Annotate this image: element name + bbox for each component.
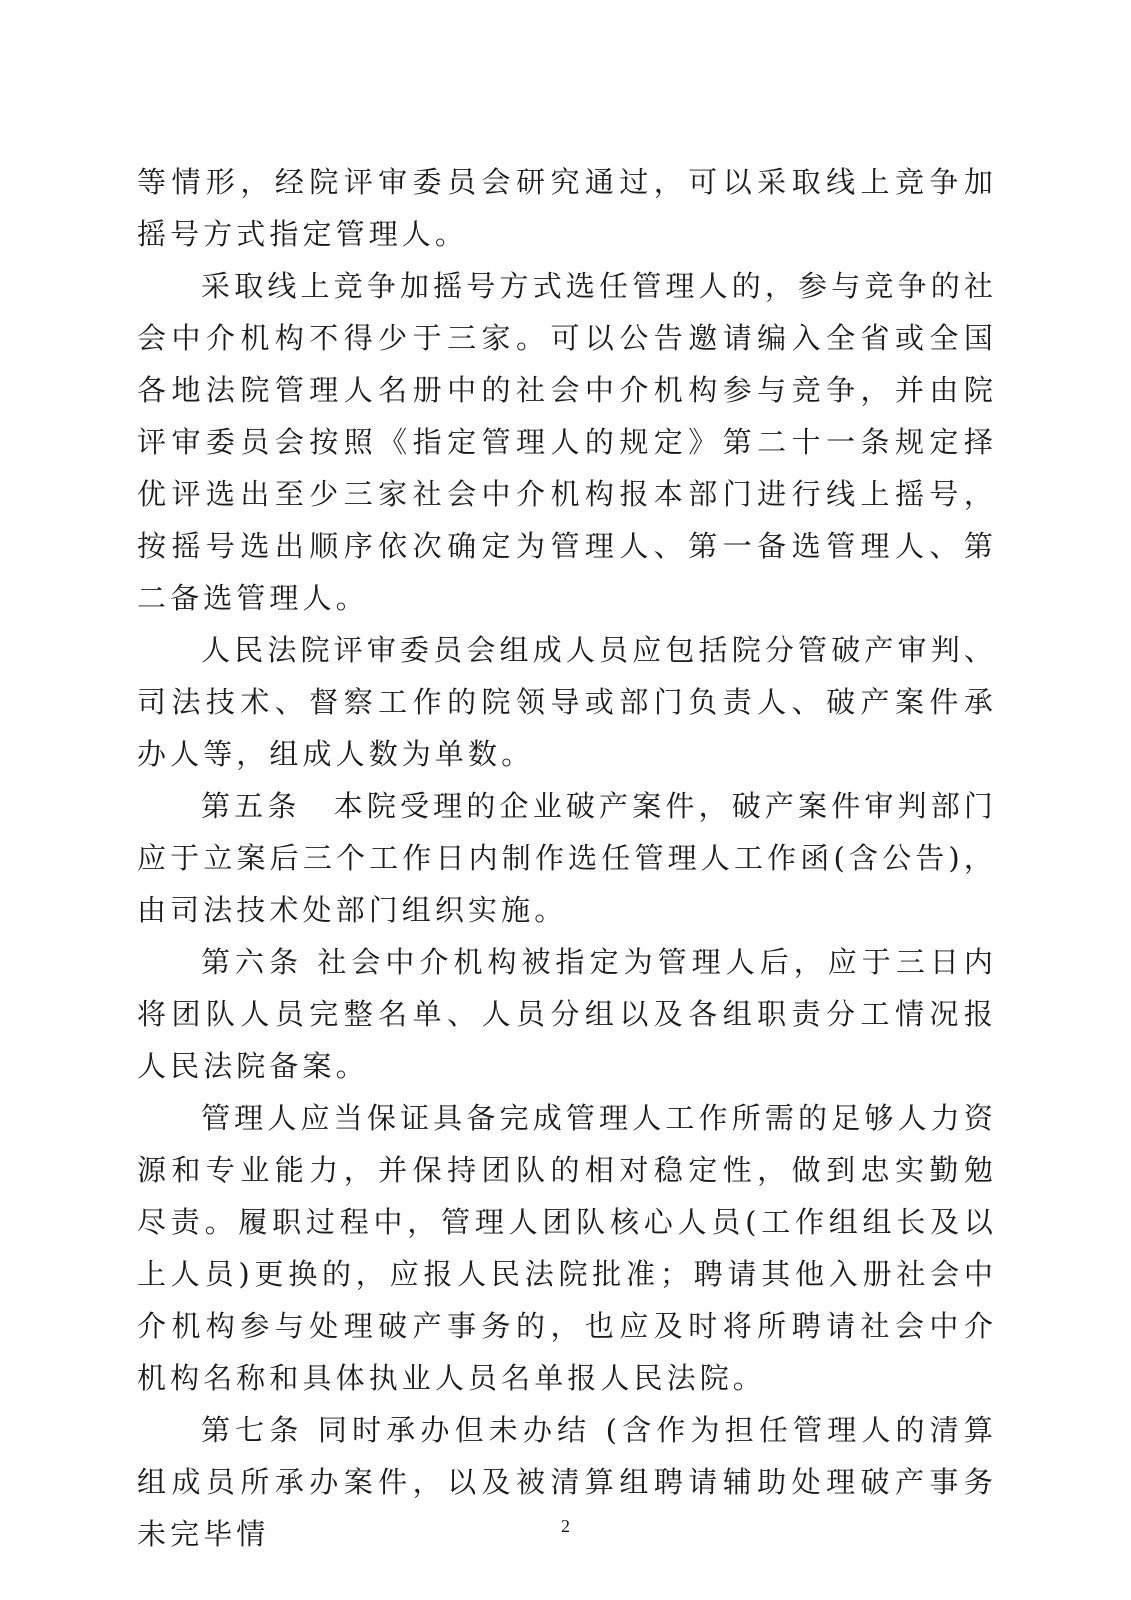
paragraph-online-selection: 采取线上竞争加摇号方式选任管理人的，参与竞争的社会中介机构不得少于三家。可以公告邀请编入全省或全国各地法院管理人名册中的社会中介机构参与竞争，并由院评审委员会按照《指定管理人的规定》第二十一条规定择优评选出至少三家社会中介机构报本部门进行线上摇号，按摇号选出顺序依次确定为管理人、第一备选管理人、第二备选管理人。 (137, 269, 997, 615)
document-body (137, 156, 997, 1560)
paragraph-continuation: 等情形，经院评审委员会研究通过，可以采取线上竞争加摇号方式指定管理人。 (137, 165, 997, 251)
paragraph-article-6: 第六条 社会中介机构被指定为管理人后，应于三日内将团队人员完整名单、人员分组以及各组职责分工情况报人民法院备案。 (137, 945, 997, 1083)
paragraph-article-7: 第七条 同时承办但未办结 (含作为担任管理人的清算组成员所承办案件，以及被清算组聘请辅助处理破产事务未完毕情 (137, 1413, 997, 1551)
paragraph-manager-duties: 管理人应当保证具备完成管理人工作所需的足够人力资源和专业能力，并保持团队的相对稳定性，做到忠实勤勉尽责。履职过程中，管理人团队核心人员(工作组组长及以上人员)更换的，应报人民法院批准；聘请其他入册社会中介机构参与处理破产事务的，也应及时将所聘请社会中介机构名称和具体执业人员名单报人民法院。 (137, 1101, 997, 1395)
paragraph-review-committee: 人民法院评审委员会组成人员应包括院分管破产审判、司法技术、督察工作的院领导或部门负责人、破产案件承办人等，组成人数为单数。 (137, 633, 997, 771)
paragraph-article-5: 第五条 本院受理的企业破产案件，破产案件审判部门应于立案后三个工作日内制作选任管理人工作函(含公告)，由司法技术处部门组织实施。 (137, 789, 997, 927)
page-number: 2 (561, 1516, 570, 1536)
